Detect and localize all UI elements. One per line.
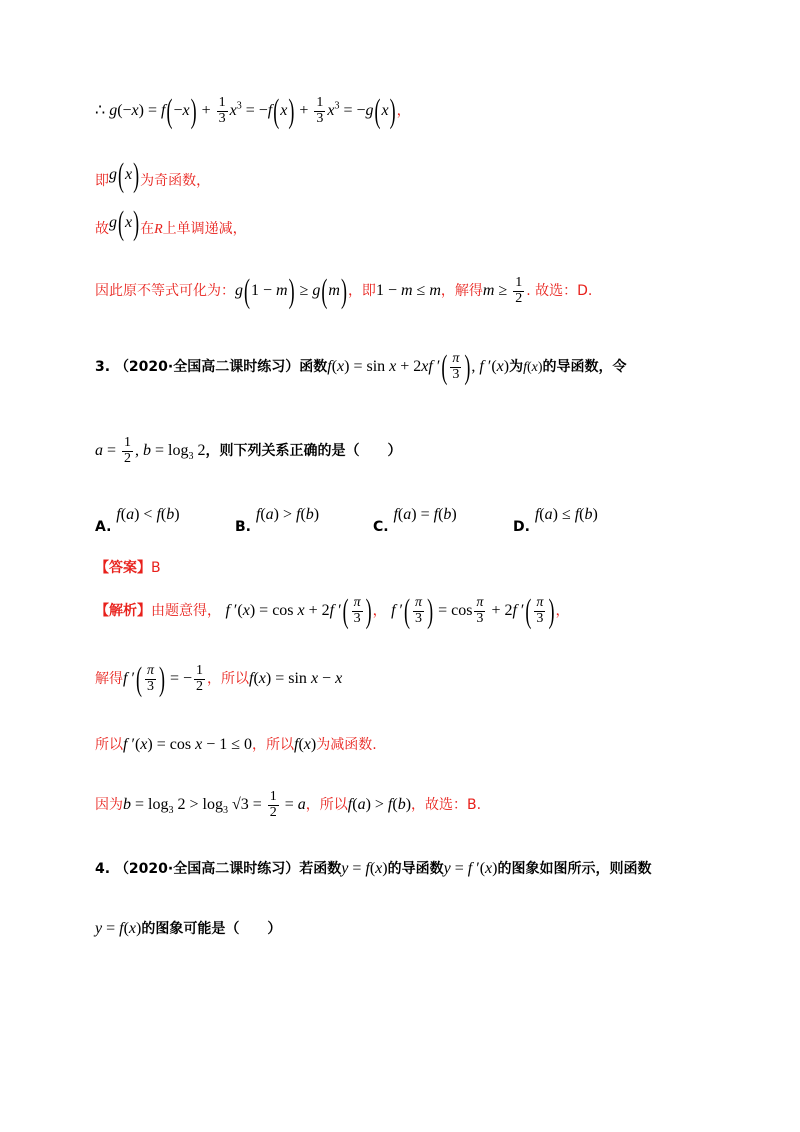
text-seg: 即 [95,173,109,189]
option-label: A. [95,519,112,535]
question-number: 3. [95,358,111,375]
option-d[interactable]: D. f(a) ≤ f(b) [513,506,598,535]
text-seg: 的图象如图所示，则函数 [497,861,652,877]
text-seg: ，则下列关系正确的是（ ） [205,442,402,459]
text-seg: ，所以 [305,796,348,813]
text-seg: 的导函数，令 [542,358,627,375]
text-seg: ，所以 [207,670,250,687]
option-b[interactable]: B. f(a) > f(b) [235,506,320,535]
text-seg: 在 [140,221,155,237]
option-label: D. [513,519,530,535]
option-label: B. [235,519,251,535]
text-seg: ， [555,602,570,619]
text-seg: 故 [95,221,109,237]
compare-line: 因为$b = \log_3 2 > \log_3 √3$ = $\frac{1}{2}$ = a，所以f(a) > f(b)，故选：B. [95,789,482,820]
text-seg: ， [372,602,387,619]
answer-value: B [151,560,161,576]
option-c[interactable]: C. f(a) = f(b) [373,506,457,535]
analysis-line: 【解析】由题意得， f ′(x) = cos x + 2f ′( $\frac{\pi}{3}$ )， f ′( $\frac{\pi}{3}$ ) = cos $\frac{\pi}{3}$ + 2f ′( $\frac{\pi}{3}$ )， [95,591,570,630]
question-4-tail: y = f(x)的图象可能是（ ） [95,920,282,937]
text-seg: 的图象可能是（ ） [141,921,282,937]
question-source: （2020·全国高二课时练习）函数 [114,358,328,375]
text-seg: . 故选：D. [526,282,593,299]
text-seg: 的导函数 [387,861,444,877]
text-seg: 因此原不等式可化为： [95,282,235,299]
text-seg: R [154,222,163,237]
text-seg: 为减函数. [316,737,377,753]
text-seg: ，即 [347,282,376,299]
text-seg: ，故选：B. [411,796,482,813]
odd-function-line: 即g(x)为奇函数， [95,155,211,194]
text-seg: 上单调递减， [162,221,247,237]
text-seg: 由题意得， [151,602,221,619]
text-seg: ， [396,102,411,119]
text-seg: 为奇函数， [140,173,211,189]
text-seg: 所以 [95,737,123,753]
answer-tag: 【答案】 [95,560,151,576]
decreasing-line: 故g(x)在R上单调递减， [95,203,247,242]
option-label: C. [373,519,389,535]
option-a[interactable]: A. f(a) < f(b) [95,506,180,535]
formula-g-odd: ∴ g(−x) = f(−x) + $\frac{1}{3}$ $x^3 = -f(x)$ + $\frac{1}{3}$ $x^3 = -g(x)$， [95,91,411,130]
text-seg: 因为 [95,796,123,813]
question-3-stem: 3. （2020·全国高二课时练习）函数f(x) = sin x + 2xf ′( $\frac{\pi}{3}$ ), f ′(x)为f(x)的导函数，令 [95,347,627,386]
question-source: （2020·全国高二课时练习）若函数 [114,861,342,877]
answer-line [95,557,161,577]
text-seg: ，解得 [440,282,483,299]
text-seg: 解得 [95,670,123,687]
question-number: 4. [95,861,111,877]
text-seg: 为 [509,358,524,375]
question-4-stem: 4. （2020·全国高二课时练习）若函数y = f(x)的导函数y = f ′(x)的图象如图所示，则函数 [95,860,652,877]
inequality-line: 因此原不等式可化为：g(1 − m) ≥ g(m)，即1 − m ≤ m，解得m ≥ $\frac{1}{2}$ . 故选：D. [95,271,593,310]
solve-line: 解得f ′( $\frac{\pi}{3}$ ) = − $\frac{1}{2}$ ，所以f(x) = sin x − x [95,659,343,698]
text-seg: ，所以 [252,737,294,753]
question-3-condition: a = $\frac{1}{2}$ , $b = \log_3 2$，则下列关系正确的是（ ） [95,435,402,466]
derivative-line: 所以f ′(x) = cos x − 1 ≤ 0，所以f(x)为减函数. [95,736,377,753]
analysis-tag: 【解析】 [95,602,151,619]
